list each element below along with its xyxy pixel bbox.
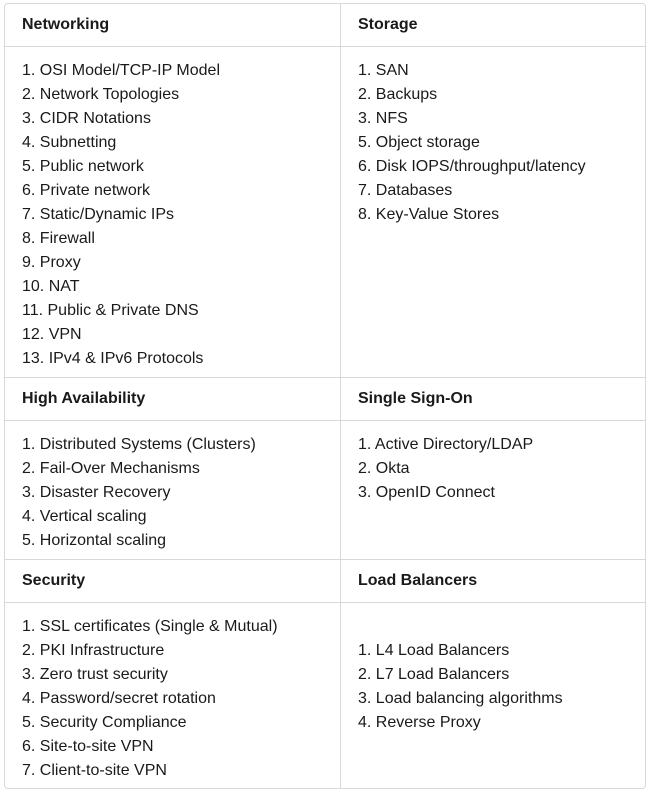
- list-item: 1. OSI Model/TCP-IP Model: [22, 62, 220, 79]
- security-header: Security: [5, 560, 340, 603]
- list-item: 6. Site-to-site VPN: [22, 738, 154, 755]
- list-item: 4. Subnetting: [22, 134, 117, 151]
- list-item: 3. Zero trust security: [22, 666, 168, 683]
- single-sign-on-list: [341, 433, 645, 505]
- list-item: 10. NAT: [22, 278, 80, 295]
- list-item: 3. NFS: [358, 110, 408, 127]
- list-item: 1. SSL certificates (Single & Mutual): [22, 618, 278, 635]
- list-item: 11. Public & Private DNS: [22, 302, 199, 319]
- single-sign-on-header: Single Sign-On: [341, 378, 645, 421]
- storage-list: [341, 59, 645, 227]
- networking-list: [5, 59, 340, 371]
- list-item: 3. Disaster Recovery: [22, 484, 171, 501]
- list-item: 1. L4 Load Balancers: [358, 642, 510, 659]
- load-balancers-list: [341, 639, 645, 735]
- list-item: 8. Key-Value Stores: [358, 206, 500, 223]
- list-item: 5. Object storage: [358, 134, 480, 151]
- list-item: 12. VPN: [22, 326, 82, 343]
- load-balancers-header: Load Balancers: [341, 560, 645, 603]
- list-item: 4. Vertical scaling: [22, 508, 147, 525]
- list-item: 2. Okta: [358, 460, 410, 477]
- list-item: 1. SAN: [358, 62, 409, 79]
- list-item: 9. Proxy: [22, 254, 81, 271]
- list-item: 4. Reverse Proxy: [358, 714, 481, 731]
- list-item: 1. Distributed Systems (Clusters): [22, 436, 256, 453]
- list-item: 4. Password/secret rotation: [22, 690, 216, 707]
- list-item: 2. Network Topologies: [22, 86, 180, 103]
- list-item: 7. Databases: [358, 182, 453, 199]
- high-availability-header: High Availability: [5, 378, 340, 421]
- right-column: [340, 4, 645, 788]
- list-item: 2. Fail-Over Mechanisms: [22, 460, 200, 477]
- list-item: 6. Private network: [22, 182, 151, 199]
- list-item: 2. Backups: [358, 86, 438, 103]
- list-item: 3. Load balancing algorithms: [358, 690, 563, 707]
- list-item: 8. Firewall: [22, 230, 95, 247]
- list-item: 5. Horizontal scaling: [22, 532, 167, 549]
- list-item: 1. Active Directory/LDAP: [358, 436, 534, 453]
- list-item: 13. IPv4 & IPv6 Protocols: [22, 350, 204, 367]
- security-list: [5, 615, 340, 783]
- topics-table: [4, 3, 646, 789]
- list-item: 2. L7 Load Balancers: [358, 666, 510, 683]
- networking-header: Networking: [5, 4, 340, 47]
- left-column: [5, 4, 340, 788]
- list-item: 6. Disk IOPS/throughput/latency: [358, 158, 586, 175]
- high-availability-list: [5, 433, 340, 553]
- list-item: 2. PKI Infrastructure: [22, 642, 165, 659]
- list-item: 5. Public network: [22, 158, 144, 175]
- list-item: 7. Static/Dynamic IPs: [22, 206, 175, 223]
- list-item: 3. CIDR Notations: [22, 110, 151, 127]
- list-item: 5. Security Compliance: [22, 714, 187, 731]
- list-item: 7. Client-to-site VPN: [22, 762, 167, 779]
- storage-header: Storage: [341, 4, 645, 47]
- list-item: 3. OpenID Connect: [358, 484, 495, 501]
